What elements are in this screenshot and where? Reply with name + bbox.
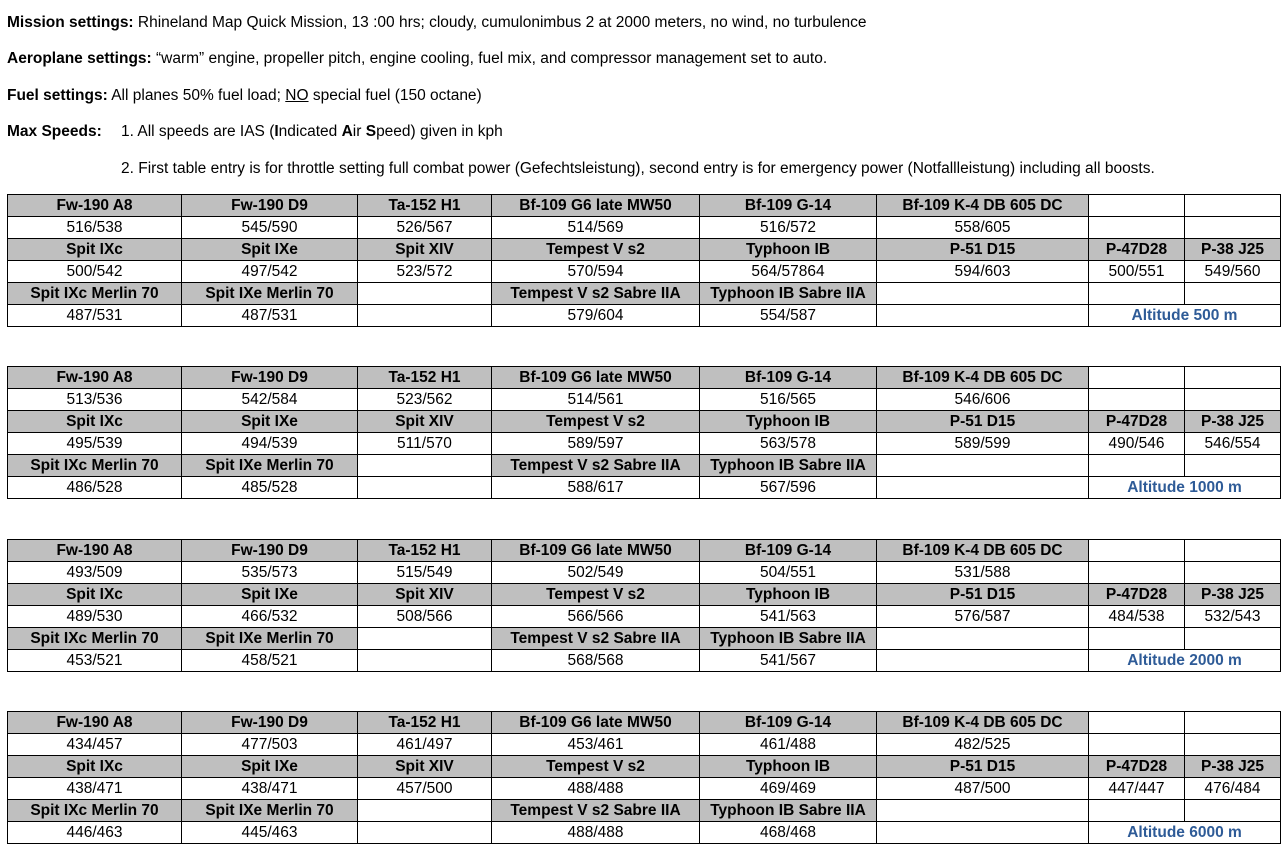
speed-table xyxy=(7,711,1281,844)
max-speeds-label: Max Speeds: xyxy=(7,123,102,140)
variant-headers-row xyxy=(8,455,1281,477)
speed-value: 516/565 xyxy=(700,389,877,411)
empty-cell xyxy=(877,283,1089,305)
aircraft-header: Tempest V s2 xyxy=(492,756,700,778)
variant-speeds-row xyxy=(8,477,1281,499)
empty-cell xyxy=(1185,712,1281,734)
aircraft-header: Typhoon IB Sabre IIA xyxy=(700,628,877,650)
speed-value: 493/509 xyxy=(8,562,182,584)
aircraft-header: Typhoon IB Sabre IIA xyxy=(700,800,877,822)
aircraft-header: P-51 D15 xyxy=(877,239,1089,261)
german-speeds-row xyxy=(8,389,1281,411)
speed-value: 497/542 xyxy=(182,261,358,283)
aircraft-header: Spit IXe Merlin 70 xyxy=(182,283,358,305)
aircraft-header: P-47D28 xyxy=(1089,584,1185,606)
aircraft-header: Spit IXc Merlin 70 xyxy=(8,628,182,650)
speed-value: 482/525 xyxy=(877,734,1089,756)
allied-headers-row xyxy=(8,584,1281,606)
aircraft-header: Typhoon IB xyxy=(700,756,877,778)
aircraft-header: Bf-109 K-4 DB 605 DC xyxy=(877,195,1089,217)
speed-value: 453/461 xyxy=(492,734,700,756)
aircraft-header: Ta-152 H1 xyxy=(358,367,492,389)
aircraft-header: P-47D28 xyxy=(1089,239,1185,261)
aircraft-header: Fw-190 D9 xyxy=(182,195,358,217)
empty-cell xyxy=(1089,283,1185,305)
empty-cell xyxy=(1185,734,1281,756)
empty-cell xyxy=(1185,455,1281,477)
speed-value: 594/603 xyxy=(877,261,1089,283)
aircraft-header: Bf-109 G-14 xyxy=(700,712,877,734)
variant-headers-row xyxy=(8,628,1281,650)
speed-value: 546/554 xyxy=(1185,433,1281,455)
allied-headers-row xyxy=(8,756,1281,778)
aircraft-header: Bf-109 K-4 DB 605 DC xyxy=(877,540,1089,562)
speed-value: 566/566 xyxy=(492,606,700,628)
aircraft-header: Spit IXc Merlin 70 xyxy=(8,455,182,477)
speed-value: 511/570 xyxy=(358,433,492,455)
speed-value: 564/57864 xyxy=(700,261,877,283)
aircraft-header: P-51 D15 xyxy=(877,411,1089,433)
aircraft-header: Bf-109 G6 late MW50 xyxy=(492,540,700,562)
aircraft-header: P-38 J25 xyxy=(1185,756,1281,778)
variant-speeds-row xyxy=(8,305,1281,327)
aircraft-header: Bf-109 G-14 xyxy=(700,367,877,389)
aircraft-header: Ta-152 H1 xyxy=(358,195,492,217)
altitude-label: Altitude 500 m xyxy=(1089,305,1281,327)
aircraft-header: Spit IXc xyxy=(8,584,182,606)
empty-cell xyxy=(1185,562,1281,584)
german-speeds-row xyxy=(8,217,1281,239)
aircraft-header: P-47D28 xyxy=(1089,411,1185,433)
aircraft-header: Spit XIV xyxy=(358,756,492,778)
speed-value: 445/463 xyxy=(182,822,358,844)
aircraft-header: Spit IXc Merlin 70 xyxy=(8,800,182,822)
speed-value: 526/567 xyxy=(358,217,492,239)
mission-settings-line xyxy=(7,13,867,33)
speed-value: 487/500 xyxy=(877,778,1089,800)
empty-cell xyxy=(1185,800,1281,822)
aircraft-header: Bf-109 G-14 xyxy=(700,540,877,562)
allied-headers-row xyxy=(8,411,1281,433)
aircraft-header: Bf-109 G-14 xyxy=(700,195,877,217)
aircraft-header: Bf-109 G6 late MW50 xyxy=(492,367,700,389)
aircraft-header: Tempest V s2 Sabre IIA xyxy=(492,800,700,822)
allied-speeds-row xyxy=(8,606,1281,628)
speed-value: 549/560 xyxy=(1185,261,1281,283)
speed-value: 504/551 xyxy=(700,562,877,584)
speed-value: 546/606 xyxy=(877,389,1089,411)
variant-headers-row xyxy=(8,283,1281,305)
empty-cell xyxy=(877,477,1089,499)
aircraft-header: Bf-109 G6 late MW50 xyxy=(492,712,700,734)
speed-value: 446/463 xyxy=(8,822,182,844)
speed-value: 579/604 xyxy=(492,305,700,327)
speed-value: 513/536 xyxy=(8,389,182,411)
empty-cell xyxy=(1089,800,1185,822)
speed-value: 438/471 xyxy=(182,778,358,800)
aircraft-header: Tempest V s2 xyxy=(492,239,700,261)
empty-cell xyxy=(358,628,492,650)
empty-cell xyxy=(1089,540,1185,562)
speed-value: 494/539 xyxy=(182,433,358,455)
speed-table xyxy=(7,366,1281,499)
aircraft-header: Spit IXc Merlin 70 xyxy=(8,283,182,305)
variant-headers-row xyxy=(8,800,1281,822)
speed-value: 438/471 xyxy=(8,778,182,800)
speed-value: 447/447 xyxy=(1089,778,1185,800)
german-headers-row xyxy=(8,367,1281,389)
aircraft-header: Ta-152 H1 xyxy=(358,712,492,734)
aircraft-header: Fw-190 A8 xyxy=(8,712,182,734)
speed-value: 570/594 xyxy=(492,261,700,283)
aircraft-header: Spit IXc xyxy=(8,756,182,778)
speed-value: 489/530 xyxy=(8,606,182,628)
empty-cell xyxy=(1185,540,1281,562)
aircraft-header: P-38 J25 xyxy=(1185,411,1281,433)
aircraft-header: Ta-152 H1 xyxy=(358,540,492,562)
aircraft-header: Typhoon IB Sabre IIA xyxy=(700,283,877,305)
empty-cell xyxy=(358,477,492,499)
speed-value: 514/569 xyxy=(492,217,700,239)
speed-value: 576/587 xyxy=(877,606,1089,628)
speed-value: 589/599 xyxy=(877,433,1089,455)
aircraft-header: Fw-190 D9 xyxy=(182,540,358,562)
speed-value: 523/572 xyxy=(358,261,492,283)
empty-cell xyxy=(1089,628,1185,650)
aircraft-header: P-38 J25 xyxy=(1185,239,1281,261)
speed-value: 588/617 xyxy=(492,477,700,499)
aeroplane-settings-line xyxy=(7,49,827,69)
fuel-settings-text-end: special fuel (150 octane) xyxy=(308,87,482,104)
aircraft-header: Typhoon IB xyxy=(700,239,877,261)
empty-cell xyxy=(877,822,1089,844)
speed-value: 468/468 xyxy=(700,822,877,844)
speed-value: 508/566 xyxy=(358,606,492,628)
speed-value: 484/538 xyxy=(1089,606,1185,628)
aircraft-header: Spit IXe xyxy=(182,411,358,433)
max-speeds-line xyxy=(7,122,503,142)
speed-value: 469/469 xyxy=(700,778,877,800)
aeroplane-settings-text: “warm” engine, propeller pitch, engine cooling, fuel mix, and compressor management set to auto. xyxy=(151,50,828,67)
aircraft-header: Spit XIV xyxy=(358,584,492,606)
fuel-settings-label: Fuel settings: xyxy=(7,87,108,104)
aircraft-header: Tempest V s2 xyxy=(492,584,700,606)
allied-headers-row xyxy=(8,239,1281,261)
speed-value: 589/597 xyxy=(492,433,700,455)
empty-cell xyxy=(877,628,1089,650)
speed-value: 532/543 xyxy=(1185,606,1281,628)
aircraft-header: Spit IXe xyxy=(182,756,358,778)
speed-value: 490/546 xyxy=(1089,433,1185,455)
speed-table xyxy=(7,539,1281,672)
max-speeds-note-2: 2. First table entry is for throttle setting full combat power (Gefechtsleistung), second entry is for emergency power (Notfallleistung) including all boosts. xyxy=(121,160,1155,177)
empty-cell xyxy=(358,283,492,305)
speed-value: 476/484 xyxy=(1185,778,1281,800)
speed-value: 531/588 xyxy=(877,562,1089,584)
speed-value: 500/551 xyxy=(1089,261,1185,283)
aircraft-header: Fw-190 A8 xyxy=(8,195,182,217)
aircraft-header: Fw-190 A8 xyxy=(8,540,182,562)
speed-value: 567/596 xyxy=(700,477,877,499)
empty-cell xyxy=(1089,217,1185,239)
empty-cell xyxy=(1089,367,1185,389)
aeroplane-settings-label: Aeroplane settings: xyxy=(7,50,152,67)
german-speeds-row xyxy=(8,734,1281,756)
empty-cell xyxy=(1185,217,1281,239)
variant-speeds-row xyxy=(8,822,1281,844)
fuel-settings-no: NO xyxy=(285,87,309,104)
empty-cell xyxy=(877,650,1089,672)
aircraft-header: Bf-109 G6 late MW50 xyxy=(492,195,700,217)
german-speeds-row xyxy=(8,562,1281,584)
aircraft-header: Spit IXe Merlin 70 xyxy=(182,628,358,650)
fuel-settings-line xyxy=(7,86,482,106)
empty-cell xyxy=(1089,712,1185,734)
speed-value: 477/503 xyxy=(182,734,358,756)
speed-value: 558/605 xyxy=(877,217,1089,239)
speed-value: 487/531 xyxy=(8,305,182,327)
aircraft-header: P-51 D15 xyxy=(877,584,1089,606)
speed-value: 487/531 xyxy=(182,305,358,327)
speed-value: 545/590 xyxy=(182,217,358,239)
empty-cell xyxy=(358,822,492,844)
empty-cell xyxy=(877,800,1089,822)
speed-value: 453/521 xyxy=(8,650,182,672)
aircraft-header: Fw-190 D9 xyxy=(182,367,358,389)
aircraft-header: Tempest V s2 Sabre IIA xyxy=(492,628,700,650)
aircraft-header: Spit IXc xyxy=(8,239,182,261)
fuel-settings-text: All planes 50% fuel load; xyxy=(107,87,286,104)
speed-value: 523/562 xyxy=(358,389,492,411)
aircraft-header: Spit IXc xyxy=(8,411,182,433)
empty-cell xyxy=(1185,283,1281,305)
speed-value: 500/542 xyxy=(8,261,182,283)
speed-value: 541/567 xyxy=(700,650,877,672)
aircraft-header: Spit IXe Merlin 70 xyxy=(182,455,358,477)
max-speeds-note-1: 1. All speeds are IAS (Indicated Air Speed) given in kph xyxy=(121,123,503,140)
empty-cell xyxy=(1185,389,1281,411)
speed-table xyxy=(7,194,1281,327)
empty-cell xyxy=(1089,562,1185,584)
aircraft-header: Spit XIV xyxy=(358,411,492,433)
speed-value: 461/488 xyxy=(700,734,877,756)
empty-cell xyxy=(1089,455,1185,477)
mission-settings-label: Mission settings: xyxy=(7,14,134,31)
allied-speeds-row xyxy=(8,261,1281,283)
empty-cell xyxy=(1089,389,1185,411)
speed-value: 554/587 xyxy=(700,305,877,327)
empty-cell xyxy=(358,800,492,822)
german-headers-row xyxy=(8,540,1281,562)
aircraft-header: Fw-190 A8 xyxy=(8,367,182,389)
speed-value: 486/528 xyxy=(8,477,182,499)
empty-cell xyxy=(877,305,1089,327)
speed-value: 466/532 xyxy=(182,606,358,628)
empty-cell xyxy=(1185,367,1281,389)
speed-value: 488/488 xyxy=(492,778,700,800)
empty-cell xyxy=(358,305,492,327)
empty-cell xyxy=(877,455,1089,477)
aircraft-header: Bf-109 K-4 DB 605 DC xyxy=(877,367,1089,389)
empty-cell xyxy=(358,455,492,477)
empty-cell xyxy=(1089,195,1185,217)
empty-cell xyxy=(1089,734,1185,756)
aircraft-header: Tempest V s2 Sabre IIA xyxy=(492,283,700,305)
aircraft-header: Typhoon IB Sabre IIA xyxy=(700,455,877,477)
aircraft-header: Spit XIV xyxy=(358,239,492,261)
allied-speeds-row xyxy=(8,778,1281,800)
empty-cell xyxy=(358,650,492,672)
variant-speeds-row xyxy=(8,650,1281,672)
german-headers-row xyxy=(8,195,1281,217)
speed-value: 568/568 xyxy=(492,650,700,672)
speed-value: 457/500 xyxy=(358,778,492,800)
speed-value: 485/528 xyxy=(182,477,358,499)
aircraft-header: Fw-190 D9 xyxy=(182,712,358,734)
altitude-label: Altitude 1000 m xyxy=(1089,477,1281,499)
aircraft-header: Typhoon IB xyxy=(700,584,877,606)
speed-value: 542/584 xyxy=(182,389,358,411)
speed-value: 488/488 xyxy=(492,822,700,844)
allied-speeds-row xyxy=(8,433,1281,455)
speed-value: 514/561 xyxy=(492,389,700,411)
aircraft-header: Spit IXe Merlin 70 xyxy=(182,800,358,822)
altitude-label: Altitude 2000 m xyxy=(1089,650,1281,672)
aircraft-header: Tempest V s2 xyxy=(492,411,700,433)
speed-value: 563/578 xyxy=(700,433,877,455)
aircraft-header: P-47D28 xyxy=(1089,756,1185,778)
aircraft-header: P-51 D15 xyxy=(877,756,1089,778)
aircraft-header: P-38 J25 xyxy=(1185,584,1281,606)
aircraft-header: Spit IXe xyxy=(182,239,358,261)
speed-value: 495/539 xyxy=(8,433,182,455)
speed-value: 515/549 xyxy=(358,562,492,584)
aircraft-header: Spit IXe xyxy=(182,584,358,606)
empty-cell xyxy=(1185,628,1281,650)
speed-value: 461/497 xyxy=(358,734,492,756)
speed-value: 516/538 xyxy=(8,217,182,239)
aircraft-header: Bf-109 K-4 DB 605 DC xyxy=(877,712,1089,734)
mission-settings-text: Rhineland Map Quick Mission, 13 :00 hrs; cloudy, cumulonimbus 2 at 2000 meters, no wind, no turbulence xyxy=(133,14,867,31)
german-headers-row xyxy=(8,712,1281,734)
aircraft-header: Tempest V s2 Sabre IIA xyxy=(492,455,700,477)
speed-value: 535/573 xyxy=(182,562,358,584)
speed-value: 434/457 xyxy=(8,734,182,756)
speed-value: 541/563 xyxy=(700,606,877,628)
speed-value: 502/549 xyxy=(492,562,700,584)
altitude-label: Altitude 6000 m xyxy=(1089,822,1281,844)
aircraft-header: Typhoon IB xyxy=(700,411,877,433)
speed-value: 516/572 xyxy=(700,217,877,239)
empty-cell xyxy=(1185,195,1281,217)
speed-value: 458/521 xyxy=(182,650,358,672)
